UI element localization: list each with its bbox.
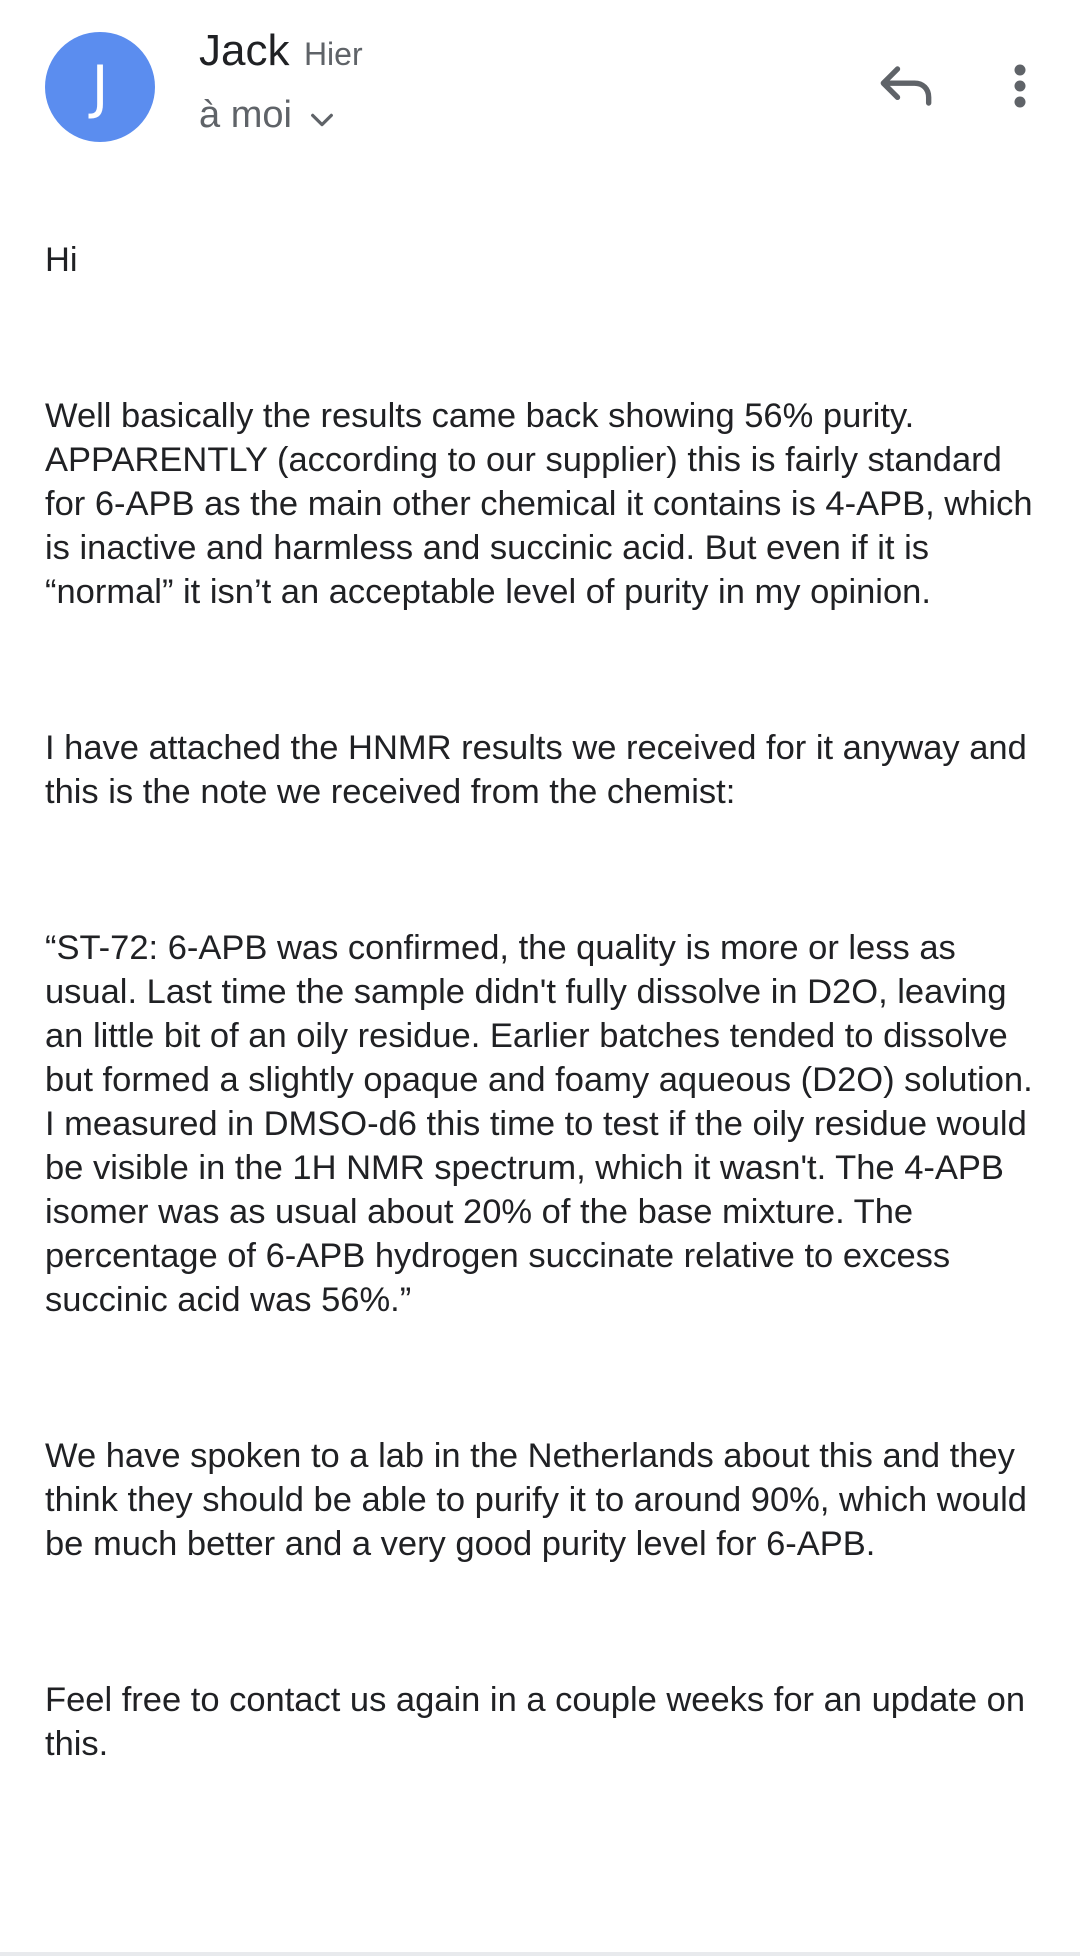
email-greeting: Hi (45, 241, 78, 279)
chevron-down-icon (306, 104, 338, 136)
email-paragraph: We have spoken to a lab in the Netherlands about this and they think they should be able to purify it to around 90%, which would be much better and a very good purity level for 6-APB. (45, 1437, 1027, 1563)
email-quote-paragraph: “ST-72: 6-APB was confirmed, the quality is more or less as usual. Last time the sample didn't fully dissolve in D2O, leaving an little bit of an oily residue. Earlier batches tended to dissolve but formed a slightly opaque and foamy aqueous (D2O) solution. I measured in DMSO-d6 this time to test if the oily residue would be visible in the 1H NMR spectrum, which it wasn't. The 4-APB isomer was as usual about 20% of the base mixture. The percentage of 6-APB hydrogen succinate relative to excess succinic acid was 56%.” (45, 929, 1033, 1319)
recipient-label: à moi (199, 94, 292, 136)
email-paragraph: Feel free to contact us again in a couple weeks for an update on this. (45, 1681, 1026, 1763)
sender-name: Jack (199, 26, 290, 75)
email-paragraph: I have attached the HNMR results we received for it anyway and this is the note we received from the chemist: (45, 729, 1027, 811)
more-vert-icon (990, 107, 1050, 124)
sender-line (199, 26, 363, 76)
recipient-details-toggle[interactable] (199, 94, 338, 137)
more-options-button[interactable] (990, 52, 1050, 120)
divider (0, 1952, 1080, 1956)
email-header (0, 0, 1080, 160)
reply-button[interactable] (872, 52, 940, 120)
email-paragraph: Well basically the results came back showing 56% purity. APPARENTLY (according to our supplier) this is fairly standard for 6-APB as the main other chemical it contains is 4-APB, which is inactive and harmless and succinic acid. But even if it is “normal” it isn’t an acceptable level of purity in my opinion. (45, 397, 1033, 611)
avatar[interactable]: J (45, 32, 155, 142)
reply-icon (872, 107, 940, 124)
email-body (45, 238, 1045, 1878)
message-time: Hier (303, 36, 363, 72)
